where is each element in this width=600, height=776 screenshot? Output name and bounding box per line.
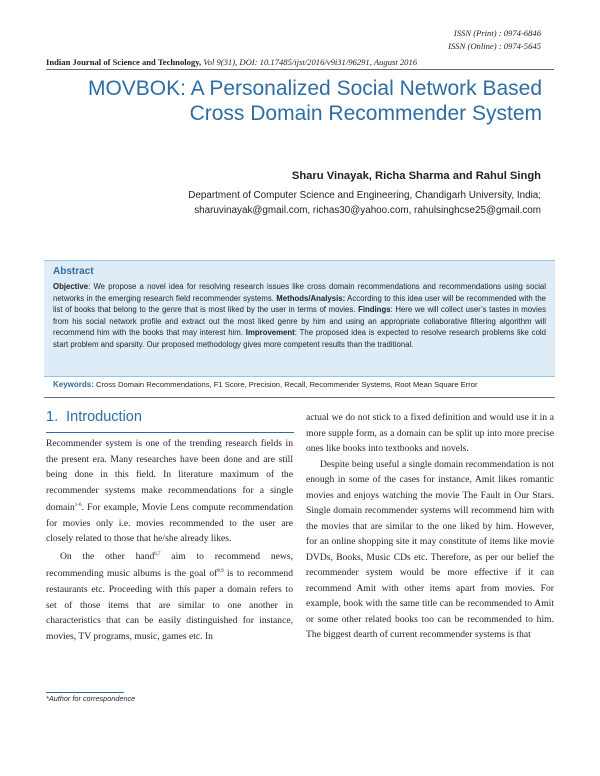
methods-text: According to this idea user will be recommended with the list of books that belong to the genre that is most liked by the user in terms of movies. — [53, 293, 546, 315]
abstract-heading: Abstract — [53, 266, 94, 277]
keywords-divider — [44, 397, 555, 398]
abstract-text — [53, 281, 546, 351]
header-divider — [46, 69, 554, 70]
affiliation-emails: sharuvinayak@gmail.com, richas30@yahoo.com, rahulsinghcse25@gmail.com — [194, 204, 541, 216]
authors: Sharu Vinayak, Richa Sharma and Rahul Singh — [291, 170, 541, 182]
text-run: Recommender system is one of the trending research fields in the present era. Many researches have been done and are still being done in this field. In literature maximum of the recommender systems make recommendations for a single domain — [46, 438, 293, 514]
objective-text: : We propose a novel idea for resolving research issues like cross domain recommendations and recommendations using social networks in the emerging research field recommender systems. — [53, 282, 546, 303]
text-run: is to recommend restaurants etc. Proceeding with this paper a domain refers to set of those items that are similar to one another in characteristics that can be easily distinguished for instance, movies, TV programs, music, games etc. In — [46, 568, 293, 642]
journal-details: Vol 9(31), DOI: 10.17485/ijst/2016/v9i31/96291, August 2016 — [201, 57, 418, 67]
affiliation-department: Department of Computer Science and Engineering, Chandigarh University, India; — [188, 190, 541, 201]
section-rule — [46, 432, 294, 433]
body-column-left — [46, 436, 293, 644]
issn-online: ISSN (Online) : 0974-5645 — [448, 40, 541, 51]
text-run: . For example, Movie Lens compute recommendation for movies only i.e. movies recommended to the user are closely related to those that he/she already likes. — [46, 502, 293, 545]
journal-name: Indian Journal of Science and Technology, — [46, 57, 202, 67]
section-number: 1. — [46, 409, 59, 425]
text-run: On the other hand — [60, 550, 155, 562]
paragraph: actual we do not stick to a fixed definition and would use it in a more supple form, as a domain can be split up into more precise ones like books into textbooks and novels. — [306, 412, 554, 454]
keywords-text: Cross Domain Recommendations, F1 Score, Precision, Recall, Recommender Systems, Root Mean Square Error — [93, 380, 478, 389]
journal-citation — [46, 57, 417, 67]
improvement-label: Improvement — [245, 328, 295, 338]
section-heading-introduction — [46, 409, 294, 425]
issn-block — [448, 27, 541, 52]
citation-ref: 8,9 — [217, 569, 224, 575]
footnote: *Author for correspondence — [46, 694, 136, 703]
paragraph — [46, 547, 293, 644]
findings-text: : Here we will collect user’s tastes in movies from his social network profile and extract out the most liked genre by him and using an appropriate collaborative filtering algorithm will recommend him with the books that may interest him. — [53, 305, 546, 338]
citation-ref: 1-6 — [74, 503, 82, 508]
issn-print: ISSN (Print) : 0974-6846 — [453, 28, 541, 38]
affiliation — [188, 189, 541, 218]
section-title: Introduction — [66, 409, 142, 425]
keywords-label: Keywords: — [53, 380, 94, 389]
footnote-rule — [46, 692, 124, 693]
body-column-right — [306, 410, 554, 643]
objective-label: Objective — [53, 282, 89, 291]
abstract-box — [44, 260, 555, 377]
paragraph: Despite being useful a single domain recommendation is not enough in some of the cases for instance, Amit likes romantic movies and enjoys watching the movie The Fault in Our Stars. Single domain recommender systems will recommend him with the movies that are similar to the one liked by him. However, for an online shopping site it may constitute of items like movie DVDs, Books, Music CDs etc. Therefore, as per our belief the recommender system would be more effective if it can recommend Amit with other items apart from movies. For example, book with the same title can be recommended to Amit or some other related books too can be recommended to him. The biggest dearth of current recommender systems is that — [306, 458, 554, 640]
keywords — [53, 380, 553, 389]
paper-title: MOVBOK: A Personalized Social Network Based Cross Domain Recommender System — [87, 77, 542, 125]
citation-ref: 6,7 — [154, 551, 161, 557]
improvement-text: : The proposed idea is expected to resolve research problems like cold start problem and sparsity. Our proposed methodology gives more competent results than the traditional. — [53, 328, 546, 349]
methods-label: Methods/Analysis: — [276, 293, 346, 303]
text-run: aim to recommend news, recommending music albums is the goal of — [46, 550, 293, 580]
findings-label: Findings — [358, 305, 391, 315]
paragraph — [46, 436, 293, 547]
